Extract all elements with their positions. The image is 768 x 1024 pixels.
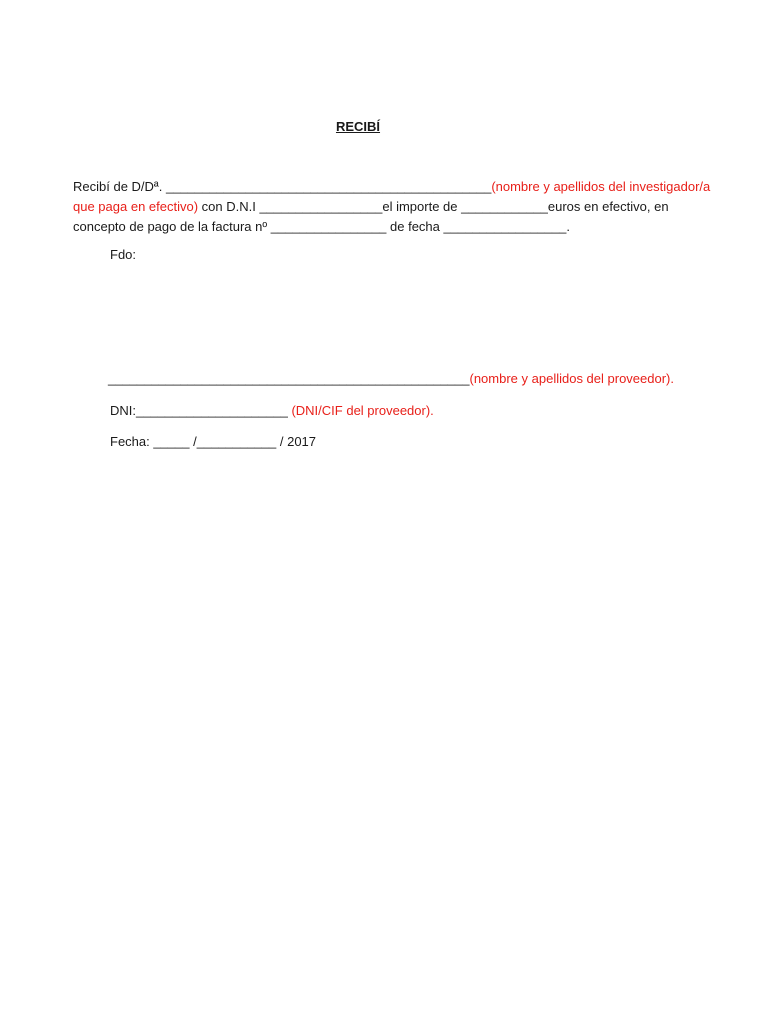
paragraph-line-2 xyxy=(73,197,703,217)
investigator-payment-hint: que paga en efectivo) xyxy=(73,199,199,214)
supplier-signature-line xyxy=(108,369,674,389)
paragraph-line-1-text: Recibí de D/Dª. _____________________________________________ xyxy=(73,179,492,194)
paragraph-line-3-text: concepto de pago de la factura nº ________________ de fecha _________________. xyxy=(73,219,571,234)
dni-hint: (DNI/CIF del proveedor). xyxy=(291,403,434,418)
paragraph-line-1 xyxy=(73,177,711,197)
paragraph-line-2-text: con D.N.I _________________el importe de ____________euros en efectivo, en xyxy=(198,199,669,214)
supplier-dni-line xyxy=(110,401,434,421)
document-title: RECIBÍ xyxy=(335,119,381,134)
supplier-name-blank: __________________________________________________ xyxy=(108,371,470,386)
date-line: Fecha: _____ /___________ / 2017 xyxy=(110,434,317,449)
supplier-name-hint: (nombre y apellidos del proveedor). xyxy=(469,371,674,386)
dni-label: DNI:_____________________ xyxy=(110,403,292,418)
receipt-paragraph xyxy=(73,177,711,237)
paragraph-line-3 xyxy=(73,217,703,237)
investigator-name-hint: (nombre y apellidos del investigador/a xyxy=(491,179,711,194)
fdo-label: Fdo: xyxy=(110,247,137,262)
